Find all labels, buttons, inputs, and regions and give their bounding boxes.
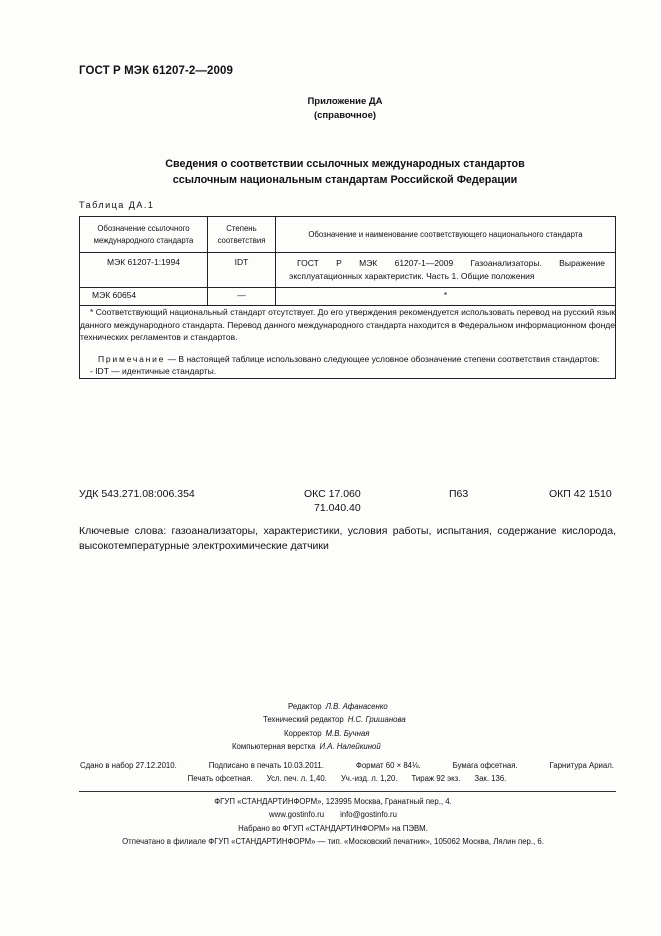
table-note <box>80 353 615 366</box>
publisher-website[interactable]: www.gostinfo.ru <box>269 810 325 820</box>
keywords: Ключевые слова: газоанализаторы, характеристики, условия работы, испытания, содержание кислорода, высокотемпературные электрохимические датчики <box>79 525 616 552</box>
column-header-national: Обозначение и наименование соответствующего национального стандарта <box>276 217 616 253</box>
column-header-degree: Степень соответствия <box>208 217 276 253</box>
print-pub-sheets: Уч.-изд. л. 1,20. <box>340 773 398 783</box>
cell-national: * <box>276 288 616 306</box>
note-label: Примечание <box>98 353 166 364</box>
cell-degree: IDT <box>208 253 276 288</box>
divider <box>79 791 616 792</box>
print-format: Формат 60 × 84⅛. <box>355 761 421 770</box>
document-header: ГОСТ Р МЭК 61207-2—2009 <box>79 65 233 77</box>
publisher-contacts <box>0 808 661 821</box>
okp-code: ОКП 42 1510 <box>549 488 612 500</box>
print-set-date: Сдано в набор 27.12.2010. <box>80 761 177 770</box>
staff-tech-editor: Технический редактор Н.С. Гришанова <box>263 715 406 725</box>
note-text: — В настоящей таблице использовано следующее условное обозначение степени соответствия стандартов: <box>165 353 600 364</box>
print-run: Тираж 92 экз. <box>411 773 461 783</box>
oks-line2: 71.040.40 <box>314 502 361 514</box>
note-item: - IDT — идентичные стандарты. <box>90 366 217 376</box>
annex-heading <box>0 95 661 123</box>
print-signed: Подписано в печать 10.03.2011. <box>208 761 324 770</box>
print-sheets: Усл. печ. л. 1,40. <box>266 773 327 783</box>
column-header-ref: Обозначение ссылочного международного стандарта <box>80 217 208 253</box>
udk-code: УДК 543.271.08:006.354 <box>79 488 195 500</box>
table-footnote: * Соответствующий национальный стандарт отсутствует. До его утверждения рекомендуется использовать перевод на русский язык данного международного стандарта. Перевод данного международного стандарта находится в Федеральном информационном фонде технических регламентов и стандартов. <box>80 307 615 342</box>
cell-degree: — <box>208 288 276 306</box>
section-title-line1: Сведения о соответствии ссылочных международных стандартов <box>165 158 525 170</box>
table-row <box>80 253 616 288</box>
print-paper: Бумага офсетная. <box>452 761 518 770</box>
cell-national: ГОСТ Р МЭК 61207-1—2009 Газоанализаторы. Выражение эксплуатационных характеристик. Часть 1. Общие положения <box>276 253 616 288</box>
section-title <box>0 156 661 188</box>
print-font: Гарнитура Ариал. <box>549 761 614 770</box>
oks-line1: ОКС 17.060 <box>303 488 361 500</box>
oks-codes <box>290 487 361 515</box>
print-type: Печать офсетная. <box>187 773 253 783</box>
editorial-staff <box>230 700 406 753</box>
publisher-email[interactable]: info@gostinfo.ru <box>340 810 397 820</box>
table-row <box>80 288 616 306</box>
cell-ref: МЭК 61207-1:1994 <box>80 253 208 288</box>
annex-title: Приложение ДА <box>307 96 383 107</box>
print-order: Зак. 136. <box>474 773 507 783</box>
staff-layout: Компьютерная верстка И.А. Налейкиной <box>232 741 381 751</box>
print-details <box>80 760 614 785</box>
group-code: П63 <box>449 488 469 500</box>
publisher-typeset: Набрано во ФГУП «СТАНДАРТИНФОРМ» на ПЭВМ. <box>238 823 428 833</box>
correspondence-table <box>79 216 616 379</box>
publisher-address: ФГУП «СТАНДАРТИНФОРМ», 123995 Москва, Гранатный пер., 4. <box>214 797 452 806</box>
table-notes <box>80 306 616 379</box>
table-label: Таблица ДА.1 <box>79 200 155 210</box>
staff-corrector: Корректор М.В. Бучная <box>284 728 370 738</box>
staff-editor: Редактор Л.В. Афанасенко <box>288 702 388 711</box>
publisher-info <box>0 795 661 848</box>
cell-ref: МЭК 60654 <box>80 288 208 306</box>
publisher-printed: Отпечатано в филиале ФГУП «СТАНДАРТИНФОРМ» — тип. «Московский печатник», 105062 Москва, Лялин пер., 6. <box>122 836 544 846</box>
annex-subtitle: (справочное) <box>313 110 377 121</box>
table-notes-row <box>80 306 616 379</box>
section-title-line2: ссылочным национальным стандартам Российской Федерации <box>172 174 518 186</box>
